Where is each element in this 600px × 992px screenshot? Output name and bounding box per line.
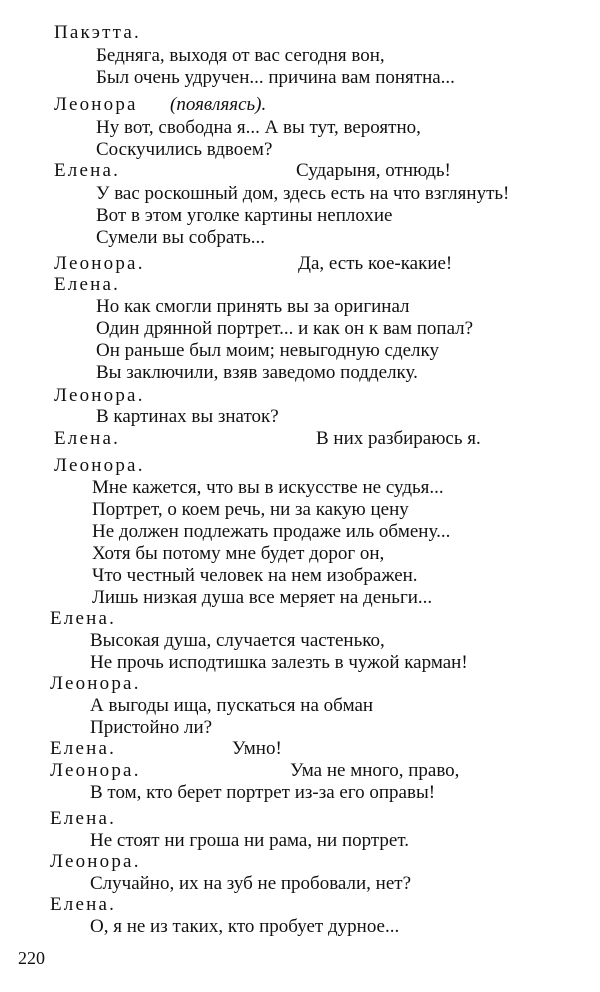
- verse-line: Не стоят ни гроша ни рама, ни портрет.: [90, 830, 409, 851]
- page-number: 220: [18, 948, 45, 968]
- speaker-name: Елена.: [54, 428, 121, 449]
- speaker-name: Леонора.: [54, 253, 145, 274]
- verse-line: Случайно, их на зуб не пробовали, нет?: [90, 873, 412, 894]
- speaker-name: Елена.: [50, 808, 117, 829]
- speaker-name: Леонора: [54, 94, 138, 115]
- speaker-name: Леонора.: [50, 760, 141, 781]
- speaker-name: Леонора.: [50, 851, 141, 872]
- verse-line: Портрет, о коем речь, ни за какую цену: [92, 499, 409, 520]
- speaker-name: Елена.: [50, 894, 117, 915]
- verse-line: Сударыня, отнюдь!: [296, 160, 451, 181]
- speaker-name: Леонора.: [54, 385, 145, 406]
- verse-line: А выгоды ища, пускаться на обман: [90, 695, 374, 716]
- speaker-name: Пакэтта.: [54, 22, 141, 43]
- speaker-name: Елена.: [54, 274, 121, 295]
- verse-line: Был очень удручен... причина вам понятна...: [96, 67, 455, 88]
- verse-line: Бедняга, выходя от вас сегодня вон,: [96, 45, 385, 66]
- verse-line: В том, кто берет портрет из-за его оправы!: [90, 782, 436, 803]
- verse-line: Ума не много, право,: [290, 760, 460, 781]
- verse-line: Вы заключили, взяв заведомо подделку.: [96, 362, 418, 383]
- verse-line: Но как смогли принять вы за оригинал: [96, 296, 410, 317]
- verse-line: Вот в этом уголке картины неплохие: [96, 205, 393, 226]
- verse-line: Не должен подлежать продаже иль обмену...: [92, 521, 451, 542]
- verse-line: Хотя бы потому мне будет дорог он,: [92, 543, 385, 564]
- verse-line: Лишь низкая душа все меряет на деньги...: [92, 587, 433, 608]
- verse-line: В картинах вы знаток?: [96, 406, 279, 427]
- speaker-name: Леонора.: [54, 455, 145, 476]
- verse-line: Соскучились вдвоем?: [96, 139, 273, 160]
- stage-direction: (появляясь).: [170, 94, 267, 115]
- verse-line: Мне кажется, что вы в искусстве не судья...: [92, 477, 444, 498]
- verse-line: Он раньше был моим; невыгодную сделку: [96, 340, 439, 361]
- verse-line: Да, есть кое-какие!: [298, 253, 453, 274]
- verse-line: Ну вот, свободна я... А вы тут, вероятно,: [96, 117, 421, 138]
- verse-line: Умно!: [232, 738, 282, 759]
- verse-line: Один дрянной портрет... и как он к вам попал?: [96, 318, 474, 339]
- speaker-name: Леонора.: [50, 673, 141, 694]
- verse-line: Не прочь исподтишка залезть в чужой карман!: [90, 652, 468, 673]
- speaker-name: Елена.: [50, 608, 117, 629]
- verse-line: Высокая душа, случается частенько,: [90, 630, 385, 651]
- verse-line: Пристойно ли?: [90, 717, 213, 738]
- verse-line: В них разбираюсь я.: [316, 428, 481, 449]
- verse-line: Сумели вы собрать...: [96, 227, 266, 248]
- verse-line: У вас роскошный дом, здесь есть на что взглянуть!: [96, 183, 510, 204]
- verse-line: Что честный человек на нем изображен.: [92, 565, 418, 586]
- verse-line: О, я не из таких, кто пробует дурное...: [90, 916, 400, 937]
- speaker-name: Елена.: [54, 160, 121, 181]
- speaker-name: Елена.: [50, 738, 117, 759]
